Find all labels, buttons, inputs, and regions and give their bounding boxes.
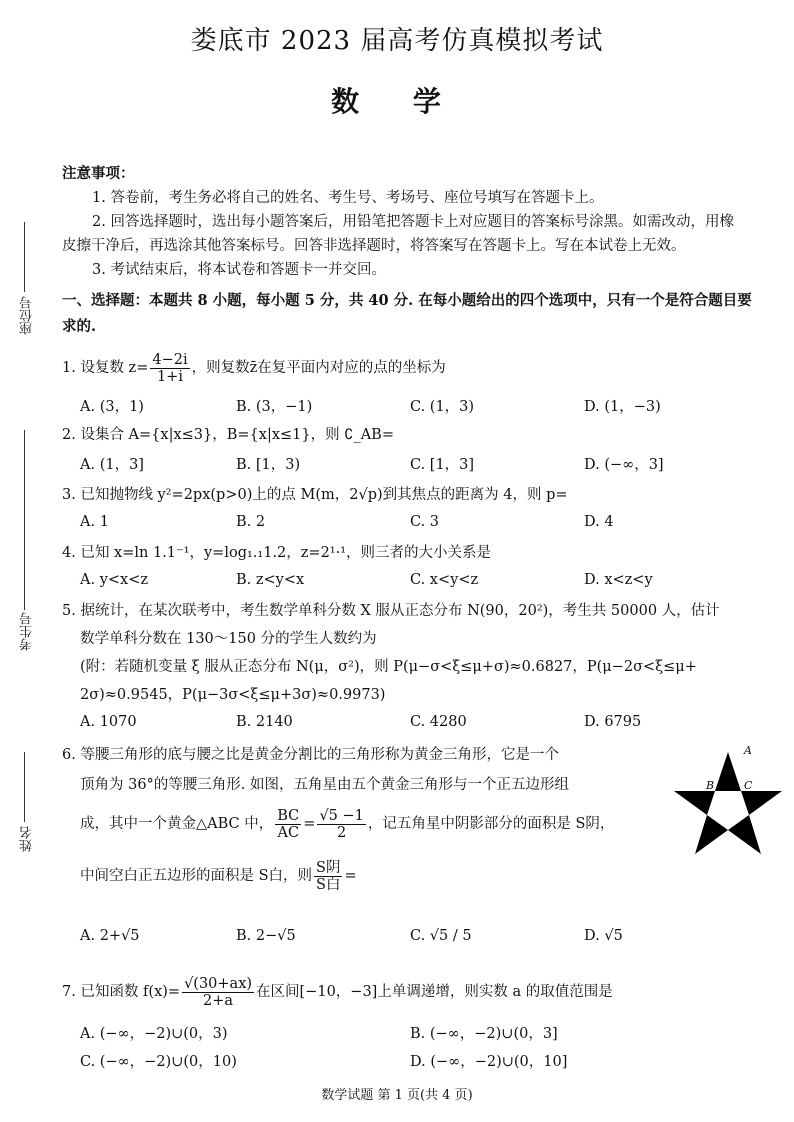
q1-option-c: C. (1，3) <box>410 399 475 415</box>
question-6-stem-question: 中间空白正五边形的面积是 S白，则 $\frac{\text{S阴}}{\text{S白}}$ = <box>80 859 357 893</box>
q2-option-d: D. (−∞，3] <box>584 457 664 473</box>
q3-option-a: A. 1 <box>80 514 109 530</box>
q6-option-a: A. 2+√5 <box>80 928 140 944</box>
q4-option-b: B. z<y<x <box>236 572 305 588</box>
question-6-stem-ratio: 成，其中一个黄金△ABC 中， $\frac{BC}{AC}$ = $\frac{√5 -1}{2}$ ，记五角星中阴影部分的面积是 S阴， <box>80 807 615 841</box>
q4-option-d: D. x<z<y <box>584 572 653 588</box>
notice-item: 2. 回答选择题时，选出每小题答案后，用铅笔把答题卡上对应题目的答案标号涂黑。如需改动，用橡 <box>92 214 734 230</box>
q5-option-c: C. 4280 <box>410 714 467 730</box>
question-6-stem: 6. 等腰三角形的底与腰之比是黄金分割比的三角形称为黄金三角形，它是一个 <box>62 747 559 763</box>
exam-title: 娄底市 2023 届高考仿真模拟考试 <box>190 26 604 56</box>
question-5-stem: 5. 据统计，在某次联考中，考生数学单科分数 X 服从正态分布 N(90，20²)，考生共 50000 人，估计 <box>62 603 720 619</box>
notice-item: 1. 答卷前，考生务必将自己的姓名、考生号、考场号、座位号填写在答题卡上。 <box>92 190 604 206</box>
question-6-stem-cont: 顶角为 36°的等腰三角形. 如图，五角星由五个黄金三角形与一个正五边形组 <box>80 777 570 793</box>
exam-no-label: 考生号 <box>20 612 35 651</box>
pentagram-figure <box>672 740 788 860</box>
notice-item: 皮擦干净后，再选涂其他答案标号。回答非选择题时，将答案写在答题卡上。写在本试卷上无效。 <box>62 238 686 254</box>
q2-option-c: C. [1，3] <box>410 457 475 473</box>
q2-option-b: B. [1，3) <box>236 457 301 473</box>
q7-option-d: D. (−∞，−2)∪(0，10] <box>410 1054 568 1070</box>
q6-option-b: B. 2−√5 <box>236 928 296 944</box>
q6-option-c: C. √5 / 5 <box>410 928 472 944</box>
q4-option-c: C. x<y<z <box>410 572 479 588</box>
question-4-stem: 4. 已知 x=ln 1.1⁻¹，y=log₁.₁1.2，z=2¹·¹，则三者的大小关系是 <box>62 545 492 561</box>
question-2-stem: 2. 设集合 A={x|x≤3}，B={x|x≤1}，则 ∁_AB= <box>62 427 394 443</box>
notice-heading: 注意事项： <box>62 165 135 182</box>
q7-option-a: A. (−∞，−2)∪(0，3) <box>80 1026 228 1042</box>
exam-no-line <box>24 430 25 610</box>
q3-option-d: D. 4 <box>584 514 614 530</box>
section-heading: 一、选择题：本题共 8 小题，每小题 5 分，共 40 分. 在每小题给出的四个选项中，只有一个是符合题目要 <box>62 292 752 309</box>
q4-option-a: A. y<x<z <box>80 572 148 588</box>
q1-option-b: B. (3，−1) <box>236 399 313 415</box>
question-5-stem-cont: 数学单科分数在 130～150 分的学生人数约为 <box>80 631 377 647</box>
q7-option-b: B. (−∞，−2)∪(0，3] <box>410 1026 558 1042</box>
q1-option-a: A. (3，1) <box>80 399 144 415</box>
star-label-c: C <box>744 779 753 792</box>
q3-option-b: B. 2 <box>236 514 266 530</box>
section-heading-cont: 求的. <box>62 318 97 335</box>
q5-option-b: B. 2140 <box>236 714 293 730</box>
star-label-a: A <box>744 744 752 757</box>
question-5-note: (附：若随机变量 ξ 服从正态分布 N(μ，σ²)，则 P(μ−σ<ξ≤μ+σ)≈0.6827，P(μ−2σ<ξ≤μ+ <box>80 659 697 675</box>
question-5-note-cont: 2σ)≈0.9545，P(μ−3σ<ξ≤μ+3σ)≈0.9973) <box>80 687 386 703</box>
q7-option-c: C. (−∞，−2)∪(0，10) <box>80 1054 237 1070</box>
q3-option-c: C. 3 <box>410 514 440 530</box>
q6-option-d: D. √5 <box>584 928 623 944</box>
name-line <box>24 752 25 822</box>
name-label: 姓名 <box>20 826 35 852</box>
question-7-stem: 7. 已知函数 f(x)= $\frac{√(30+ax)}{2+a}$ 在区间[−10，−3]上单调递增，则实数 a 的取值范围是 <box>62 975 613 1009</box>
star-label-b: B <box>706 779 715 792</box>
q1-option-d: D. (1，−3) <box>584 399 661 415</box>
notice-item: 3. 考试结束后，将本试卷和答题卡一并交回。 <box>92 262 386 278</box>
q5-option-a: A. 1070 <box>80 714 137 730</box>
question-1-stem: 1. 设复数 z= $\frac{4-2i}{1+i}$ ，则复数z̄在复平面内对应的点的坐标为 <box>62 351 446 385</box>
seat-label: 座位号 <box>20 296 35 335</box>
page-footer: 数学试题 第 1 页(共 4 页) <box>321 1088 473 1103</box>
q5-option-d: D. 6795 <box>584 714 642 730</box>
seat-line <box>24 222 25 292</box>
question-3-stem: 3. 已知抛物线 y²=2px(p>0)上的点 M(m，2√p)到其焦点的距离为 4，则 p= <box>62 487 568 503</box>
q2-option-a: A. (1，3] <box>80 457 144 473</box>
subject-title: 数 学 <box>331 85 463 118</box>
